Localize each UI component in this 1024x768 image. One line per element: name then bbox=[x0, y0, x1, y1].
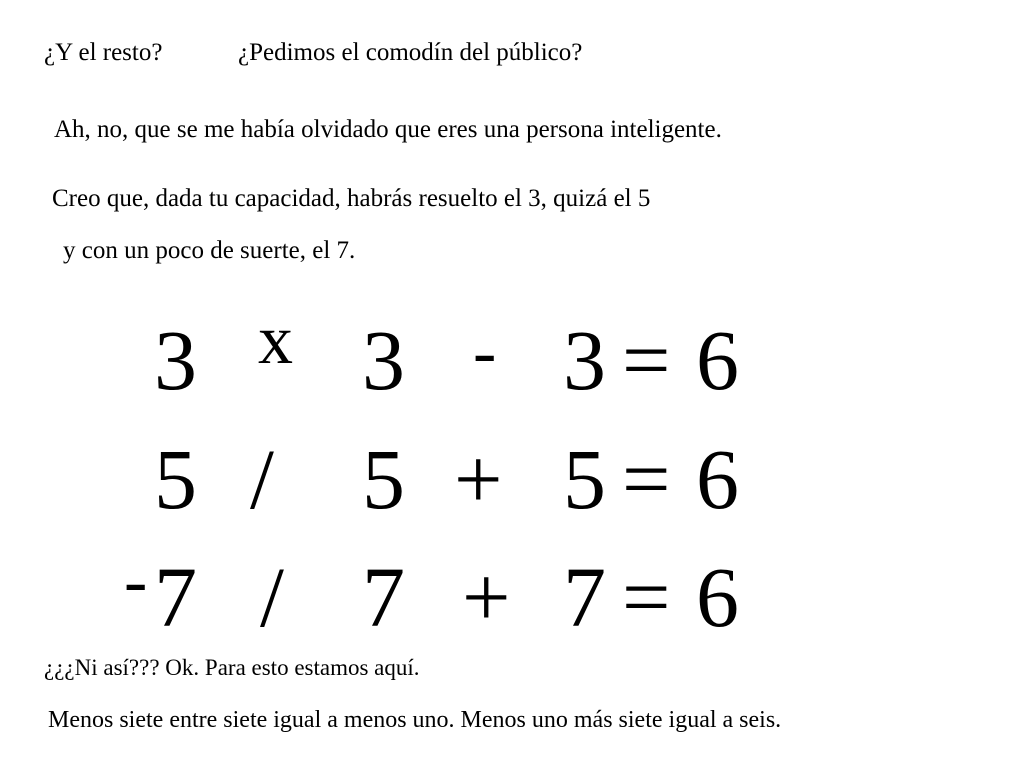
question-audience: ¿Pedimos el comodín del público? bbox=[238, 39, 583, 66]
outro-line-1: ¿¿¿Ni así??? Ok. Para esto estamos aquí. bbox=[44, 655, 420, 680]
divide-operator: / bbox=[260, 549, 284, 645]
operand-a: 7 bbox=[154, 549, 197, 645]
operand-c: 5 bbox=[563, 431, 606, 527]
question-rest: ¿Y el resto? bbox=[44, 39, 163, 66]
guess-line-1: Creo que, dada tu capacidad, habrás resuelto el 3, quizá el 5 bbox=[52, 185, 651, 212]
operand-b: 3 bbox=[362, 312, 405, 408]
plus-operator: + bbox=[462, 549, 511, 645]
guess-line-2: y con un poco de suerte, el 7. bbox=[63, 237, 356, 264]
operand-b: 7 bbox=[362, 549, 405, 645]
result: 6 bbox=[696, 431, 739, 527]
result: 6 bbox=[696, 549, 739, 645]
multiply-operator: x bbox=[258, 302, 293, 379]
result: 6 bbox=[696, 312, 739, 408]
divide-operator: / bbox=[250, 431, 274, 527]
negative-sign: - bbox=[124, 543, 148, 620]
equals-sign: = bbox=[622, 431, 671, 527]
outro-line-2: Menos siete entre siete igual a menos uno. Menos uno más siete igual a seis. bbox=[48, 707, 782, 733]
remark-text: Ah, no, que se me había olvidado que eres una persona inteligente. bbox=[54, 116, 722, 143]
operand-a: 3 bbox=[154, 312, 197, 408]
operand-c: 7 bbox=[563, 549, 606, 645]
equals-sign: = bbox=[622, 549, 671, 645]
minus-operator: - bbox=[473, 314, 497, 391]
operand-c: 3 bbox=[563, 312, 606, 408]
operand-b: 5 bbox=[362, 431, 405, 527]
equals-sign: = bbox=[622, 312, 671, 408]
operand-a: 5 bbox=[154, 431, 197, 527]
plus-operator: + bbox=[454, 431, 503, 527]
